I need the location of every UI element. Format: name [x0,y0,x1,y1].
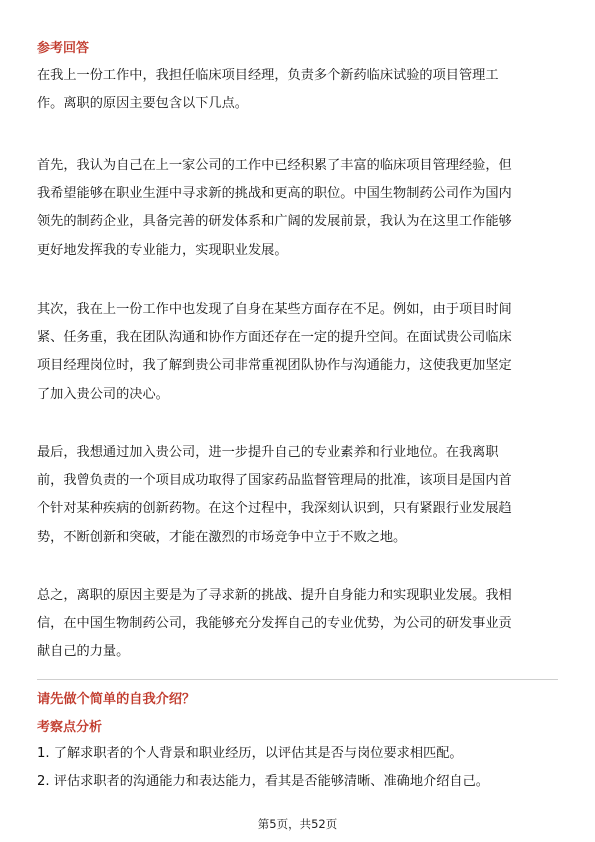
analysis-label: 考察点分析 [37,720,103,735]
paragraph-2 [37,152,558,265]
analysis-item-1: 1. 了解求职者的个人背景和职业经历，以评估其是否与岗位要求相匹配。 [37,746,463,761]
paragraph-line: 势，不断创新和突破，才能在激烈的市场竞争中立于不败之地。 [37,529,407,545]
paragraph-4 [37,439,558,552]
paragraph-line: 在我上一份工作中，我担任临床项目经理，负责多个新药临床试验的项目管理工 [37,68,499,83]
paragraph-3 [37,296,558,409]
analysis-item-2: 2. 评估求职者的沟通能力和表达能力，看其是否能够清晰、准确地介绍自己。 [37,774,489,789]
paragraph-1 [37,62,558,118]
paragraph-line: 项目经理岗位时，我了解到贵公司非常重视团队协作与沟通能力，这使我更加坚定 [37,358,512,374]
paragraph-line: 更好地发挥我的专业能力，实现职业发展。 [37,242,288,258]
page-number-footer: 第5页，共52页 [257,817,338,831]
paragraph-line: 首先，我认为自己在上一家公司的工作中已经积累了丰富的临床项目管理经验，但 [37,158,512,173]
paragraph-line: 前，我曾负责的一个项目成功取得了国家药品监督管理局的批准，该项目是国内首 [37,473,512,489]
paragraph-line: 作。离职的原因主要包含以下几点。 [37,96,248,112]
paragraph-line: 信，在中国生物制药公司，我能够充分发挥自己的专业优势，为公司的研发事业贡 [37,616,512,632]
paragraph-line: 献自己的力量。 [37,644,130,660]
paragraph-line: 领先的制药企业，具备完善的研发体系和广阔的发展前景，我认为在这里工作能够 [37,214,512,230]
answer-label: 参考回答 [37,41,90,56]
paragraph-line: 个针对某种疾病的创新药物。在这个过程中，我深刻认识到，只有紧跟行业发展趋 [37,501,512,517]
question-heading: 请先做个简单的自我介绍？ [37,692,196,707]
paragraph-line: 我希望能够在职业生涯中寻求新的挑战和更高的职位。中国生物制药公司作为国内 [37,186,512,202]
section-divider [37,679,558,680]
paragraph-line: 其次，我在上一份工作中也发现了自身在某些方面存在不足。例如，由于项目时间 [37,302,512,317]
paragraph-line: 了加入贵公司的决心。 [37,386,169,402]
paragraph-5 [37,582,558,667]
paragraph-line: 总之，离职的原因主要是为了寻求新的挑战、提升自身能力和实现职业发展。我相 [37,588,512,603]
paragraph-line: 最后，我想通过加入贵公司，进一步提升自己的专业素养和行业地位。在我离职 [37,445,499,460]
paragraph-line: 紧、任务重，我在团队沟通和协作方面还存在一定的提升空间。在面试贵公司临床 [37,330,512,346]
